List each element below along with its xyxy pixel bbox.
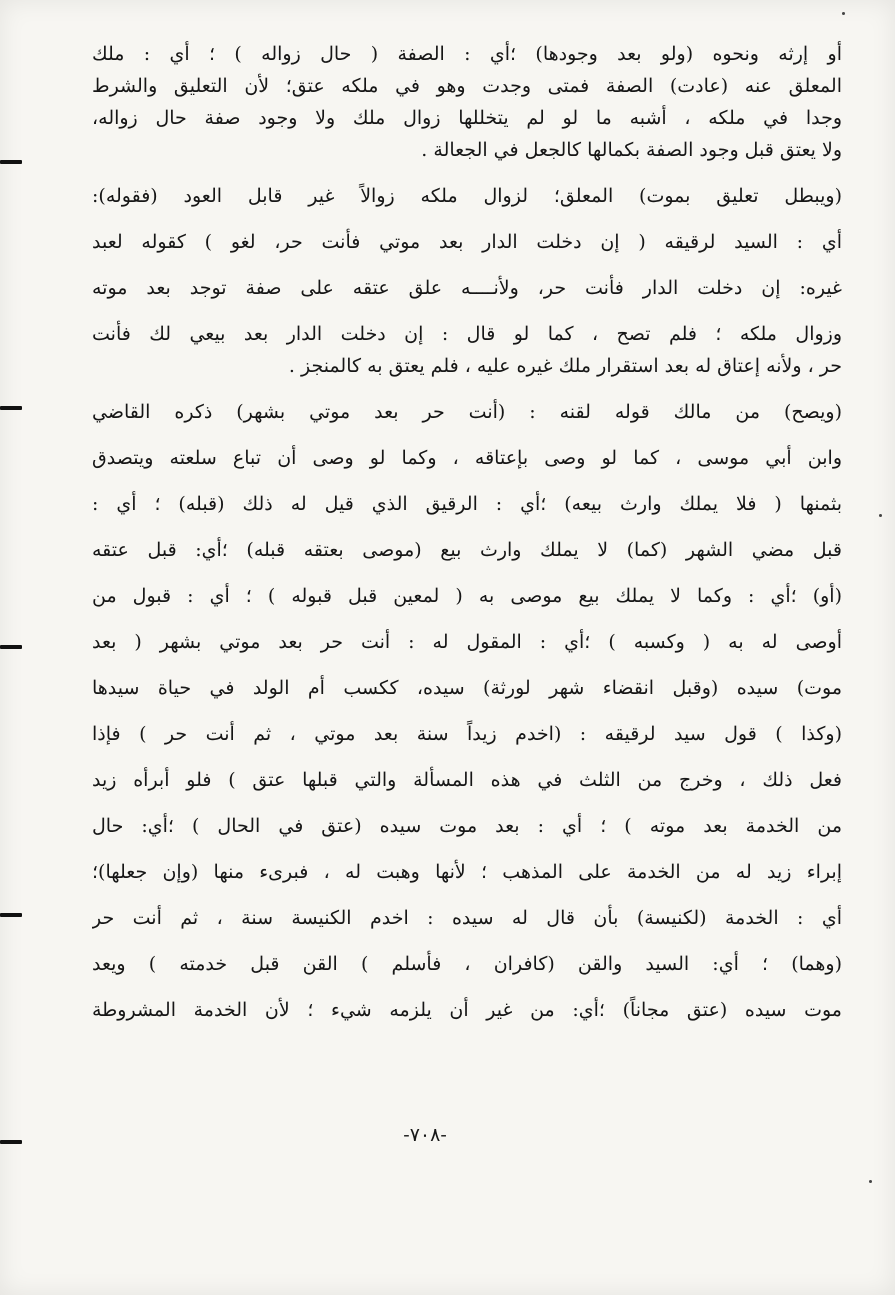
text-line: ولا يعتق قبل وجود الصفة بكمالها كالجعل في الجعالة . bbox=[421, 139, 842, 161]
margin-mark bbox=[0, 1140, 22, 1144]
margin-mark bbox=[0, 645, 22, 649]
text-line: (ويصح) من مالك قوله لقنه : (أنت حر بعد موتي بشهر) ذكره القاضي bbox=[92, 401, 842, 423]
page-number: -٧٠٨- bbox=[403, 1124, 447, 1146]
text-line: حر ، ولأنه إعتاق له بعد استقرار ملك غيره عليه ، فلم يعتق به كالمنجز . bbox=[288, 355, 842, 377]
text-line: المعلق عنه (عادت) الصفة فمتى وجدت وهو في ملكه عتق؛ لأن التعليق والشرط bbox=[92, 75, 842, 97]
text-line: أو إرثه ونحوه (ولو بعد وجودها) ؛أي : الصفة ( حال زواله ) ؛ أي : ملك bbox=[92, 43, 842, 65]
text-line: أي : الخدمة (لكنيسة) بأن قال له سيده : اخدم الكنيسة سنة ، ثم أنت حر bbox=[92, 907, 842, 929]
scan-speck bbox=[879, 514, 882, 517]
text-line: إبراء زيد له من الخدمة على المذهب ؛ لأنها وهبت له ، فبرىء منها (وإن جعلها)؛ bbox=[92, 861, 842, 883]
text-line: غيره: إن دخلت الدار فأنت حر، ولأنــــه علق عتقه على صفة توجد بعد موته bbox=[92, 277, 842, 299]
margin-mark bbox=[0, 913, 22, 917]
scan-speck bbox=[869, 1180, 872, 1183]
text-line: من الخدمة بعد موته ) ؛ أي : بعد موت سيده (عتق في الحال ) ؛أي: حال bbox=[92, 815, 842, 837]
margin-mark bbox=[0, 160, 22, 164]
scan-speck bbox=[842, 12, 845, 15]
text-line: موت) سيده (وقبل انقضاء شهر لورثة) سيده، ككسب أم الولد في حياة سيدها bbox=[92, 677, 842, 699]
text-line: فعل ذلك ، وخرج من الثلث في هذه المسألة والتي قبلها عتق ) فلو أبرأه زيد bbox=[92, 769, 842, 791]
text-line: (أو) ؛أي : وكما لا يملك بيع موصى به ( لمعين قبل قبوله ) ؛ أي : قبول من bbox=[92, 585, 842, 607]
text-line: موت سيده (عتق مجاناً) ؛أي: من غير أن يلزمه شيء ؛ لأن الخدمة المشروطة bbox=[92, 999, 842, 1021]
text-line: وجدا في ملكه ، أشبه ما لو لم يتخللها زوال ملك ولا وجود صفة حال زواله، bbox=[92, 107, 842, 129]
text-line: (وهما) ؛ أي: السيد والقن (كافران ، فأسلم ) القن قبل خدمته ) ويعد bbox=[92, 953, 842, 975]
text-line: وزوال ملكه ؛ فلم تصح ، كما لو قال : إن دخلت الدار بعد بيعي لك فأنت bbox=[92, 323, 842, 345]
text-line: وابن أبي موسى ، كما لو وصى بإعتاقه ، وكما لو وصى أن تباع سلعته ويتصدق bbox=[92, 447, 842, 469]
document-body bbox=[92, 38, 842, 1026]
text-line: (وكذا ) قول سيد لرقيقه : (اخدم زيداً سنة بعد موتي ، ثم أنت حر ) فإذا bbox=[92, 723, 842, 745]
text-line: قبل مضي الشهر (كما) لا يملك وارث بيع (موصى بعتقه قبله) ؛أي: قبل عتقه bbox=[92, 539, 842, 561]
margin-mark bbox=[0, 406, 22, 410]
text-line: أي : السيد لرقيقه ( إن دخلت الدار بعد موتي فأنت حر، لغو ) كقوله لعبد bbox=[92, 231, 842, 253]
text-line: (ويبطل تعليق بموت) المعلق؛ لزوال ملكه زوالاً غير قابل العود (فقوله): bbox=[92, 185, 842, 207]
text-line: أوصى له به ( وكسبه ) ؛أي : المقول له : أنت حر بعد موتي بشهر ( بعد bbox=[92, 631, 842, 653]
text-line: بثمنها ( فلا يملك وارث بيعه) ؛أي : الرقيق الذي قيل له ذلك (قبله) ؛ أي : bbox=[92, 493, 842, 515]
